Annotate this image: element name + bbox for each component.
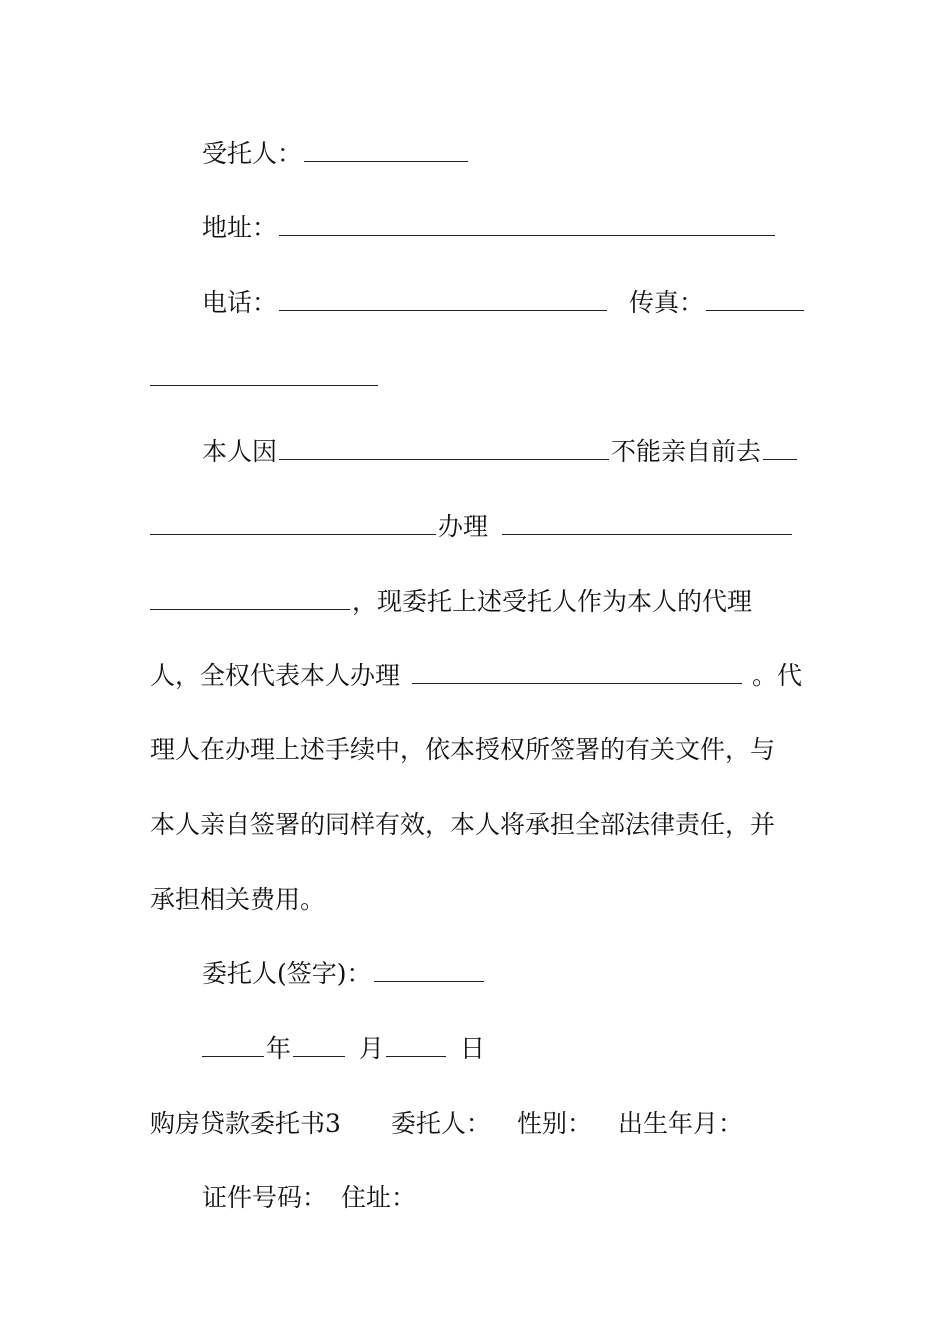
month-label: 月 bbox=[359, 1034, 385, 1063]
address-line bbox=[150, 208, 802, 248]
id-address-line bbox=[150, 1178, 802, 1218]
reason-blank[interactable] bbox=[279, 435, 609, 460]
matter-blank[interactable] bbox=[502, 510, 792, 535]
trustee-label: 受托人： bbox=[202, 139, 303, 168]
matter-blank-continued[interactable] bbox=[150, 585, 350, 610]
section-3-title: 购房贷款委托书3 bbox=[150, 1109, 341, 1138]
phone-label: 电话： bbox=[202, 288, 278, 317]
address-blank[interactable] bbox=[279, 211, 775, 236]
fax-blank[interactable] bbox=[706, 286, 804, 311]
destination-blank[interactable] bbox=[763, 435, 797, 460]
paragraph-line-3 bbox=[150, 582, 802, 622]
trustee-blank[interactable] bbox=[304, 137, 468, 162]
para-text-5b: 。代 bbox=[751, 661, 802, 690]
fax-blank-continued[interactable] bbox=[150, 361, 378, 386]
year-label: 年 bbox=[266, 1034, 292, 1063]
paragraph-line-7: 承担相关费用。 bbox=[150, 885, 326, 914]
section-3-header bbox=[150, 1104, 802, 1144]
paragraph-line-4-left bbox=[150, 656, 744, 696]
principal-label: 委托人： bbox=[390, 1109, 491, 1138]
month-blank[interactable] bbox=[293, 1032, 345, 1057]
para-text-2: 不能亲自前去 bbox=[611, 437, 762, 466]
id-number-label: 证件号码： bbox=[202, 1183, 328, 1212]
fax-label: 传真： bbox=[628, 288, 704, 317]
residence-label: 住址： bbox=[341, 1183, 417, 1212]
phone-fax-line bbox=[150, 283, 802, 323]
gender-label: 性别： bbox=[516, 1109, 592, 1138]
year-blank[interactable] bbox=[202, 1032, 264, 1057]
day-blank[interactable] bbox=[386, 1032, 446, 1057]
day-label: 日 bbox=[460, 1034, 486, 1063]
para-text-1: 本人因 bbox=[202, 437, 278, 466]
paragraph-line-1 bbox=[150, 432, 802, 472]
paragraph-line-5: 理人在办理上述手续中，依本授权所签署的有关文件，与 bbox=[150, 735, 776, 764]
trustee-line bbox=[150, 134, 802, 174]
signature-label: 委托人(签字)： bbox=[202, 959, 372, 988]
date-line bbox=[150, 1029, 802, 1069]
signature-blank[interactable] bbox=[374, 957, 484, 982]
paragraph-line-6: 本人亲自签署的同样有效，本人将承担全部法律责任，并 bbox=[150, 810, 776, 839]
address-label: 地址： bbox=[202, 213, 278, 242]
paragraph-line-2 bbox=[150, 507, 802, 547]
phone-blank[interactable] bbox=[279, 286, 607, 311]
para-text-5a: 人，全权代表本人办理 bbox=[150, 661, 401, 690]
authorized-matter-blank[interactable] bbox=[412, 659, 742, 684]
fax-continuation-line bbox=[150, 358, 802, 398]
destination-blank-continued[interactable] bbox=[150, 510, 436, 535]
birth-label: 出生年月： bbox=[617, 1109, 743, 1138]
para-text-4: ，现委托上述受托人作为本人的代理 bbox=[352, 587, 753, 616]
paragraph-line-4 bbox=[150, 656, 802, 696]
para-text-3: 办理 bbox=[438, 512, 489, 541]
signature-line bbox=[150, 954, 802, 994]
